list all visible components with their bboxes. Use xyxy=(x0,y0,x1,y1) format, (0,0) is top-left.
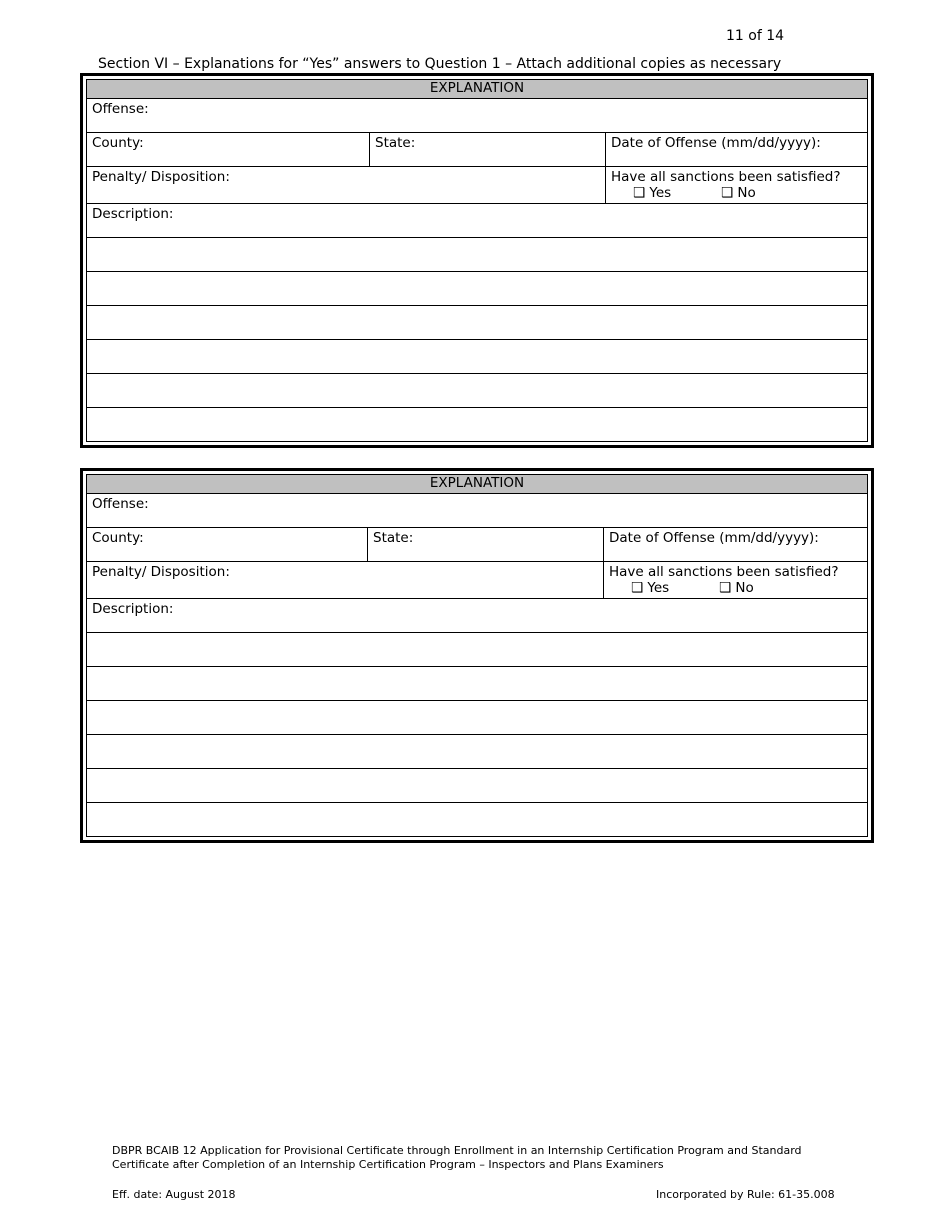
description-line[interactable] xyxy=(87,340,868,374)
date-of-offense-field[interactable] xyxy=(606,133,868,167)
county-label: County: xyxy=(92,530,144,546)
description-line[interactable] xyxy=(87,238,868,272)
explanation-form-1 xyxy=(80,73,874,448)
offense-label: Offense: xyxy=(92,101,149,117)
penalty-disposition-field[interactable] xyxy=(87,562,604,599)
form-header: EXPLANATION xyxy=(87,475,868,494)
date-of-offense-label: Date of Offense (mm/dd/yyyy): xyxy=(611,135,821,151)
footer-eff-date: Eff. date: August 2018 xyxy=(112,1188,236,1201)
sanctions-question: Have all sanctions been satisfied? xyxy=(611,169,841,185)
state-label: State: xyxy=(373,530,414,546)
description-line[interactable] xyxy=(87,306,868,340)
sanctions-cell xyxy=(606,167,868,204)
checkbox-icon: ❑ xyxy=(719,580,732,596)
sanctions-no-checkbox[interactable] xyxy=(721,185,756,201)
penalty-disposition-label: Penalty/ Disposition: xyxy=(92,169,230,185)
footer-form-title xyxy=(112,1144,802,1172)
explanation-form-2 xyxy=(80,468,874,843)
sanctions-yes-checkbox[interactable] xyxy=(631,580,719,596)
sanctions-cell xyxy=(604,562,868,599)
description-field[interactable] xyxy=(87,204,868,238)
sanctions-no-checkbox[interactable] xyxy=(719,580,754,596)
county-field[interactable] xyxy=(87,133,370,167)
penalty-disposition-label: Penalty/ Disposition: xyxy=(92,564,230,580)
description-line[interactable] xyxy=(87,803,868,837)
date-of-offense-field[interactable] xyxy=(604,528,868,562)
date-of-offense-label: Date of Offense (mm/dd/yyyy): xyxy=(609,530,819,546)
county-label: County: xyxy=(92,135,144,151)
offense-field[interactable] xyxy=(87,99,868,133)
state-field[interactable] xyxy=(370,133,606,167)
description-label: Description: xyxy=(92,601,174,617)
county-field[interactable] xyxy=(87,528,368,562)
footer-line-2: Certificate after Completion of an Internship Certification Program – Inspectors and Plans Examiners xyxy=(112,1158,664,1171)
state-field[interactable] xyxy=(368,528,604,562)
checkbox-icon: ❑ xyxy=(633,185,646,201)
footer-line-1: DBPR BCAIB 12 Application for Provisional Certificate through Enrollment in an Internship Certification Program and Standard xyxy=(112,1144,802,1157)
description-line[interactable] xyxy=(87,272,868,306)
no-label: No xyxy=(737,185,756,201)
offense-field[interactable] xyxy=(87,494,868,528)
form-header: EXPLANATION xyxy=(87,80,868,99)
description-line[interactable] xyxy=(87,735,868,769)
description-line[interactable] xyxy=(87,769,868,803)
description-line[interactable] xyxy=(87,701,868,735)
description-label: Description: xyxy=(92,206,174,222)
description-line[interactable] xyxy=(87,667,868,701)
penalty-disposition-field[interactable] xyxy=(87,167,606,204)
page-number: 11 of 14 xyxy=(726,28,785,44)
checkbox-icon: ❑ xyxy=(721,185,734,201)
section-title: Section VI – Explanations for “Yes” answers to Question 1 – Attach additional copies as necessary xyxy=(98,56,782,72)
offense-label: Offense: xyxy=(92,496,149,512)
description-field[interactable] xyxy=(87,599,868,633)
description-line[interactable] xyxy=(87,374,868,408)
sanctions-question: Have all sanctions been satisfied? xyxy=(609,564,839,580)
footer-rule: Incorporated by Rule: 61-35.008 xyxy=(656,1188,835,1201)
no-label: No xyxy=(735,580,754,596)
description-line[interactable] xyxy=(87,408,868,442)
checkbox-icon: ❑ xyxy=(631,580,644,596)
sanctions-yes-checkbox[interactable] xyxy=(633,185,721,201)
state-label: State: xyxy=(375,135,416,151)
yes-label: Yes xyxy=(649,185,672,201)
yes-label: Yes xyxy=(647,580,670,596)
description-line[interactable] xyxy=(87,633,868,667)
